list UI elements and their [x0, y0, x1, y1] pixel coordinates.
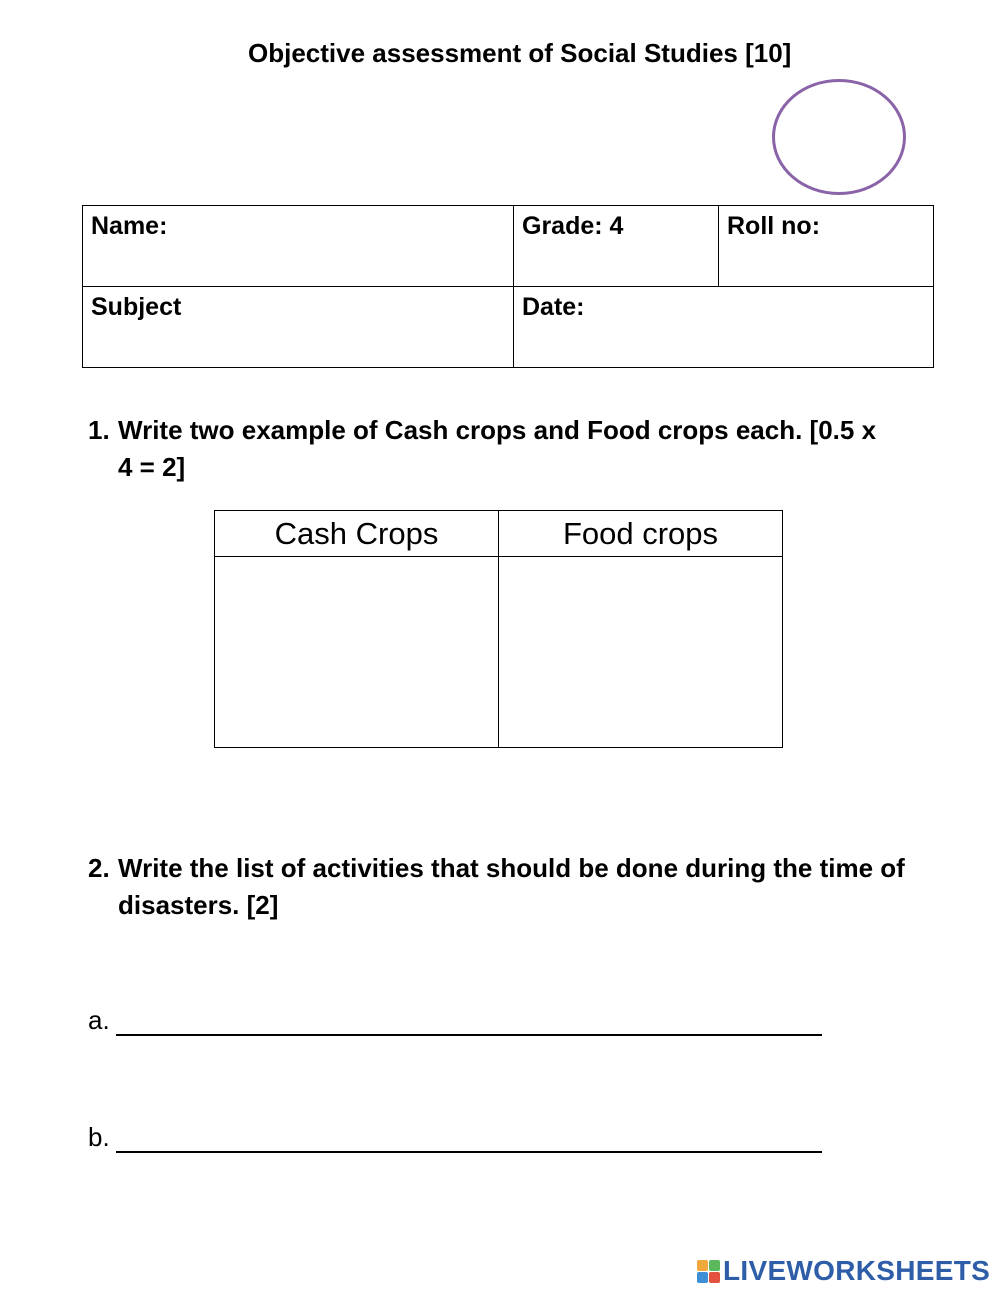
- answer-line-a: [88, 1005, 822, 1036]
- roll-no-cell[interactable]: [719, 206, 934, 287]
- crops-table: [214, 510, 783, 748]
- cash-crops-header: Cash Crops: [215, 511, 499, 557]
- page-title: Objective assessment of Social Studies [10]: [248, 38, 792, 68]
- answer-a-label: a.: [88, 1005, 110, 1035]
- answer-a-input[interactable]: [116, 1006, 822, 1036]
- logo-square: [709, 1272, 720, 1283]
- name-label: Name:: [91, 212, 168, 240]
- logo-square: [709, 1260, 720, 1271]
- question-1-number: 1.: [88, 415, 110, 445]
- grade-label: Grade: 4: [522, 212, 624, 240]
- grade-cell: [514, 206, 719, 287]
- table-row: [83, 206, 934, 287]
- question-2: [88, 850, 918, 924]
- question-1-text: Write two example of Cash crops and Food crops each. [0.5 x 4 = 2]: [118, 415, 877, 482]
- subject-cell[interactable]: [83, 287, 514, 368]
- table-row: [83, 287, 934, 368]
- cash-crops-answer-cell[interactable]: [215, 557, 499, 748]
- question-2-number: 2.: [88, 853, 110, 883]
- date-label: Date:: [522, 293, 585, 321]
- brand-name: LIVEWORKSHEETS: [723, 1255, 991, 1286]
- score-circle: [772, 79, 906, 195]
- logo-square: [697, 1272, 708, 1283]
- student-info-table: [82, 205, 934, 368]
- roll-no-label: Roll no:: [727, 212, 821, 240]
- food-crops-header: Food crops: [499, 511, 783, 557]
- question-1: [88, 412, 888, 486]
- table-row: [215, 557, 783, 748]
- answer-b-input[interactable]: [116, 1123, 822, 1153]
- liveworksheets-logo-icon: [697, 1260, 720, 1283]
- answer-line-b: [88, 1122, 822, 1153]
- date-cell[interactable]: [514, 287, 934, 368]
- table-header-row: [215, 511, 783, 557]
- question-2-text: Write the list of activities that should be done during the time of disasters. [2]: [118, 853, 905, 920]
- logo-square: [697, 1260, 708, 1271]
- answer-b-label: b.: [88, 1122, 110, 1152]
- subject-label: Subject: [91, 293, 182, 321]
- name-cell[interactable]: [83, 206, 514, 287]
- food-crops-answer-cell[interactable]: [499, 557, 783, 748]
- liveworksheets-brand: [697, 1255, 990, 1287]
